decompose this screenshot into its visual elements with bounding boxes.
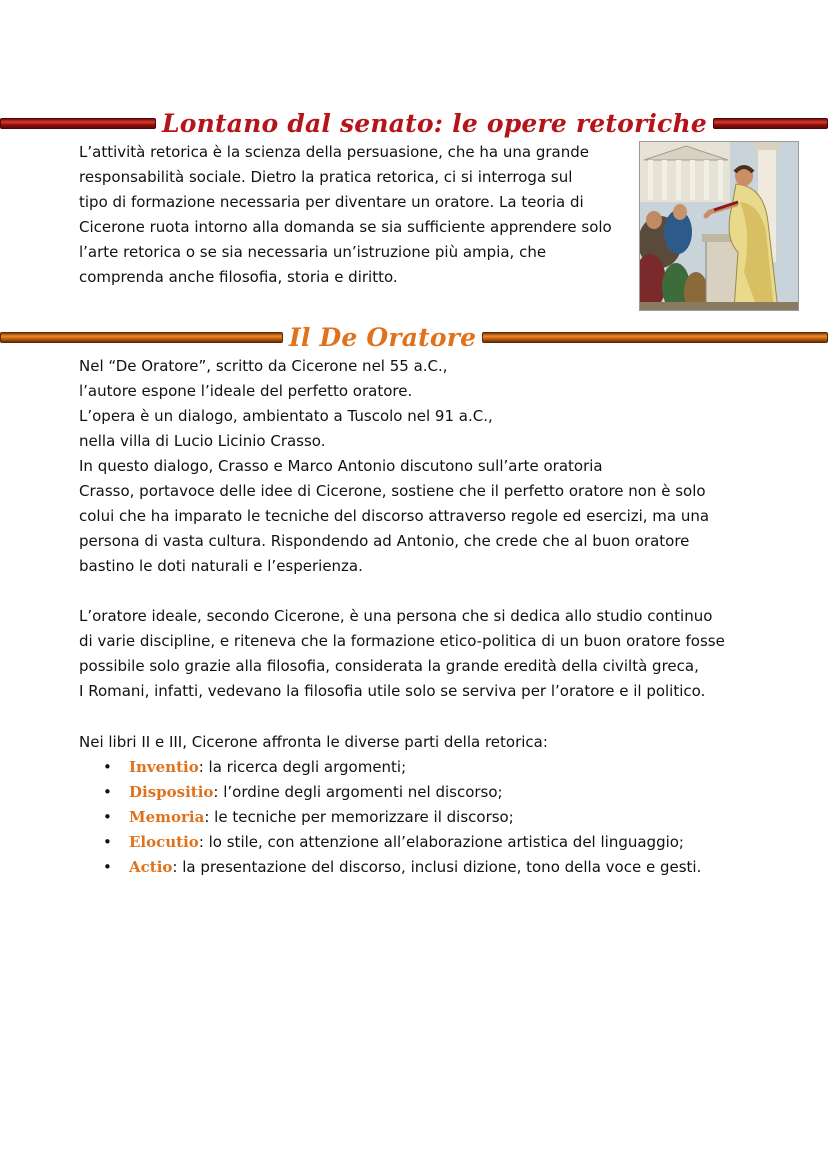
term-dispositio: Dispositio (129, 783, 214, 801)
list-item (79, 780, 701, 805)
list-intro: Nei libri II e III, Cicerone affronta le diverse parti della retorica: (79, 733, 548, 751)
roman-orator-illustration (639, 141, 799, 311)
text-line: tipo di formazione necessaria per diventare un oratore. La teoria di (79, 193, 584, 211)
text-line: responsabilità sociale. Dietro la pratica retorica, ci si interroga sul (79, 168, 573, 186)
list-item (79, 755, 701, 780)
section-header-retoriche (0, 106, 828, 140)
header-bar-right (713, 118, 828, 129)
text-line: Cicerone ruota intorno alla domanda se sia sufficiente apprendere solo (79, 218, 612, 236)
text-line: bastino le doti naturali e l’esperienza. (79, 557, 363, 575)
rhetoric-parts-list (79, 755, 701, 880)
body-paragraph-2 (79, 604, 725, 704)
term-actio: Actio (129, 858, 173, 876)
section-header-de-oratore (0, 320, 828, 354)
section-title: Lontano dal senato: le opere retoriche (162, 108, 707, 138)
list-item (79, 830, 701, 855)
intro-paragraph (79, 140, 629, 290)
term-inventio: Inventio (129, 758, 199, 776)
header-bar-right (482, 332, 828, 343)
text-line: L’opera è un dialogo, ambientato a Tuscolo nel 91 a.C., (79, 407, 493, 425)
header-bar-left (0, 118, 156, 129)
term-description: : le tecniche per memorizzare il discorso; (204, 808, 514, 826)
text-line: l’arte retorica o se sia necessaria un’istruzione più ampia, che (79, 243, 547, 261)
term-memoria: Memoria (129, 808, 205, 826)
text-line: Nel “De Oratore”, scritto da Cicerone nel 55 a.C., (79, 357, 448, 375)
text-line: l’autore espone l’ideale del perfetto oratore. (79, 382, 413, 400)
text-line: L’oratore ideale, secondo Cicerone, è una persona che si dedica allo studio continuo (79, 607, 713, 625)
term-description: : l’ordine degli argomenti nel discorso; (213, 783, 503, 801)
text-line: nella villa di Lucio Licinio Crasso. (79, 432, 326, 450)
list-item (79, 805, 701, 830)
term-description: : la presentazione del discorso, inclusi dizione, tono della voce e gesti. (172, 858, 702, 876)
text-line: comprenda anche filosofia, storia e diritto. (79, 268, 398, 286)
list-item (79, 855, 701, 880)
body-paragraph-1 (79, 354, 709, 579)
section-title: Il De Oratore (289, 322, 477, 352)
term-elocutio: Elocutio (129, 833, 199, 851)
text-line: possibile solo grazie alla filosofia, considerata la grande eredità della civiltà greca, (79, 657, 699, 675)
header-bar-left (0, 332, 283, 343)
text-line: L’attività retorica è la scienza della persuasione, che ha una grande (79, 143, 589, 161)
rhetoric-parts-section (79, 730, 701, 880)
term-description: : la ricerca degli argomenti; (198, 758, 407, 776)
text-line: I Romani, infatti, vedevano la filosofia utile solo se serviva per l’oratore e il politico. (79, 682, 706, 700)
text-line: In questo dialogo, Crasso e Marco Antonio discutono sull’arte oratoria (79, 457, 603, 475)
text-line: colui che ha imparato le tecniche del discorso attraverso regole ed esercizi, ma una (79, 507, 710, 525)
text-line: Crasso, portavoce delle idee di Cicerone, sostiene che il perfetto oratore non è solo (79, 482, 706, 500)
text-line: di varie discipline, e riteneva che la formazione etico-politica di un buon oratore fosse (79, 632, 725, 650)
term-description: : lo stile, con attenzione all’elaborazione artistica del linguaggio; (198, 833, 684, 851)
text-line: persona di vasta cultura. Rispondendo ad Antonio, che crede che al buon oratore (79, 532, 690, 550)
